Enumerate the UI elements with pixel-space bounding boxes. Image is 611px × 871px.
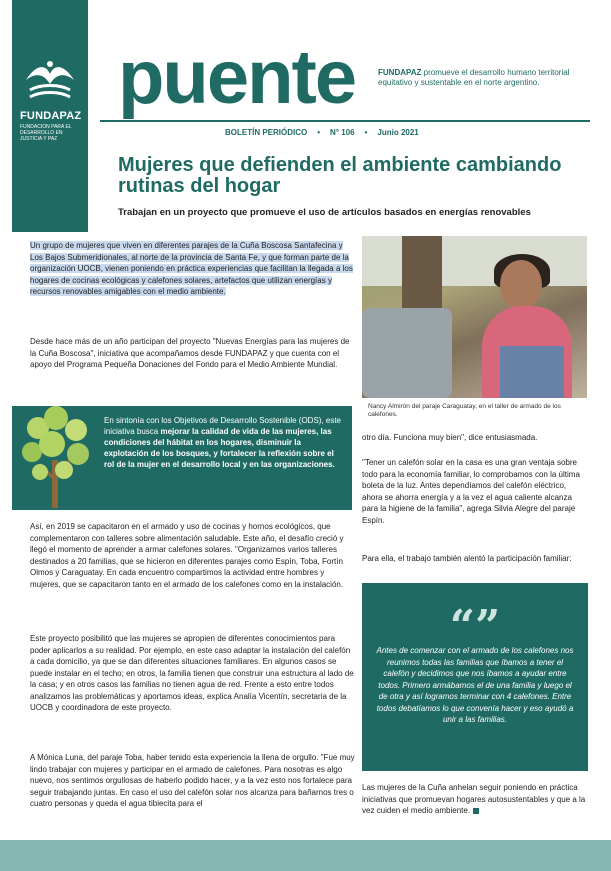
ods-callout-box <box>12 406 352 510</box>
header-divider <box>100 120 590 122</box>
separator-dot: • <box>317 128 321 137</box>
issue-number: N° 106 <box>330 128 355 137</box>
tagline-text: promueve el desarrollo humano territorial equitativo y sustentable en el norte argentino. <box>378 68 570 87</box>
quote-marks-icon: “” <box>449 601 501 652</box>
closing-paragraph <box>362 782 588 817</box>
tagline-org: FUNDAPAZ <box>378 68 422 77</box>
newsletter-title: puente <box>118 35 356 120</box>
ods-callout-bold: mejorar la calidad de vida de las mujeres, las condiciones del hábitat en los hogares, disminuir la explotación de los bosques, y fortalecer la reflexión sobre el rol de la mujer en el desarrollo local y en las organizaciones. <box>104 427 335 469</box>
article-paragraph-2: Así, en 2019 se capacitaron en el armado y uso de cocinas y hornos ecológicos, que complementaron con talleres sobre alimentación saludable. Este año, el desafío creció y llegó el momento de aprender a armar calefones solares. "Organizamos varios talleres destinados a 20 familias, que se hicieron en diferentes parajes como Espín, Toba, Fortín Olmos y Caraguatay. En cada encuentro compartimos la actividad entre hombres y mujeres, que se capacitaron tanto en el armado de los calefones como en la instalación. <box>30 522 344 589</box>
tagline <box>378 68 588 88</box>
issue-type: BOLETÍN PERIÓDICO <box>225 128 308 137</box>
separator-dot: • <box>364 128 368 137</box>
closing-text: Las mujeres de la Cuña anhelan seguir poniendo en práctica iniciativas que promuevan hogares autosustentables y que a la vez cuiden el medio ambiente. <box>362 783 586 815</box>
fundapaz-logo-icon <box>22 58 78 104</box>
issue-date: Junio 2021 <box>377 128 419 137</box>
article-paragraph-4: A Mónica Luna, del paraje Toba, haber tenido esta experiencia la llena de orgullo. "Fue muy lindo trabajar con mujeres y participar en el armado de calefones. Para nosotras es algo nuevo, nos sentimos orgullosas de haberlo podido hacer, y a la vez esto nos fortalece para seguir trabajando juntas. En caso el uso del calefón solar nos alcanza para bañarnos tres o cuatro personas y queda el agua tibiecita para el <box>30 753 355 808</box>
article-photo <box>362 236 587 398</box>
ods-callout-intro: En sintonía con los Objetivos de Desarrollo Sostenible (ODS), este iniciativa busca <box>104 416 342 436</box>
org-name: FUNDAPAZ <box>20 110 82 122</box>
right-paragraph-1: otro día. Funciona muy bien", dice entusiasmada. <box>362 433 538 442</box>
sidebar-brand-panel <box>12 0 88 232</box>
photo-caption: Nancy Almirón del paraje Caraguatay, en el taller de armado de los calefones. <box>368 403 561 418</box>
article-paragraph-1: Desde hace más de un año participan del proyecto "Nuevas Energías para las mujeres de la Cuña Boscosa", iniciativa que acompañamos desde FUNDAPAZ y que cuenta con el apoyo del Programa Pequeña Donaciones del Fondo para el Medio Ambiente Mundial. <box>30 337 350 369</box>
issue-info <box>225 128 419 137</box>
article-paragraph-3: Este proyecto posibilitó que las mujeres se apropien de diferentes conocimientos para poder aplicarlos a su realidad. Por ejemplo, en este caso adaptar la instalación del calefón a cada domicilio, ya que se dan diferentes situaciones familiares. En algunos casos se puede instalar en el techo; en otros, la familia tienen que construir una estructura al lado de la casa; y en otros casos las familias no tienen agua de red. Frente a esto entre todos analizamos las problemáticas y aportamos ideas, explica Analía Vicentín, secretaria de la UOCB y coordinadora de este proyecto. <box>30 634 354 712</box>
right-paragraph-2: "Tener un calefón solar en la casa es una gran ventaja sobre todo para la economía familiar, lo comprobamos con la última boleta de la luz. Antes dependíamos del calefón eléctrico, ahora se ahorra energía y a la vez el agua caliente alcanza para la higiene de la familia", agrega Silvia Alegre del paraje Espín. <box>362 458 580 525</box>
ods-callout-text <box>104 415 344 470</box>
end-square-icon <box>473 808 479 814</box>
footer-band <box>0 840 611 871</box>
org-subtitle: FUNDACION PARA EL DESARROLLO EN JUSTICIA Y PAZ <box>20 124 72 142</box>
pull-quote-text: Antes de comenzar con el armado de los calefones nos reunimos todas las familias que íbamos a tener el calefón y decidimos que nos íbamos a ayudar entre todos. Primero armábamos el de una familia y luego el de otra y así logramos terminar con 4 calefones. Entre todos debatíamos lo que convenía hacer y eso ayudó a unir a las familias. <box>376 646 574 724</box>
article-subhead: Trabajan en un proyecto que promueve el uso de artículos basados en energías renovables <box>118 207 531 218</box>
pull-quote-box <box>362 583 588 771</box>
tree-icon <box>16 400 96 512</box>
right-paragraph-3: Para ella, el trabajo también alentó la participación familiar: <box>362 554 572 563</box>
article-headline: Mujeres que defienden el ambiente cambiando rutinas del hogar <box>118 154 562 197</box>
article-intro <box>30 240 356 298</box>
intro-highlighted-text: Un grupo de mujeres que viven en diferentes parajes de la Cuña Boscosa Santafecina y Los Bajos Submeridionales, al norte de la provincia de Santa Fe, y que forman parte de la organización UOCB, vienen poniendo en práctica experiencias que facilitan la llegada a los hogares de cocinas ecológicas y calefones solares, artefactos que utilizan energías y recursos renovables amigables con el medio ambiente. <box>30 241 353 296</box>
